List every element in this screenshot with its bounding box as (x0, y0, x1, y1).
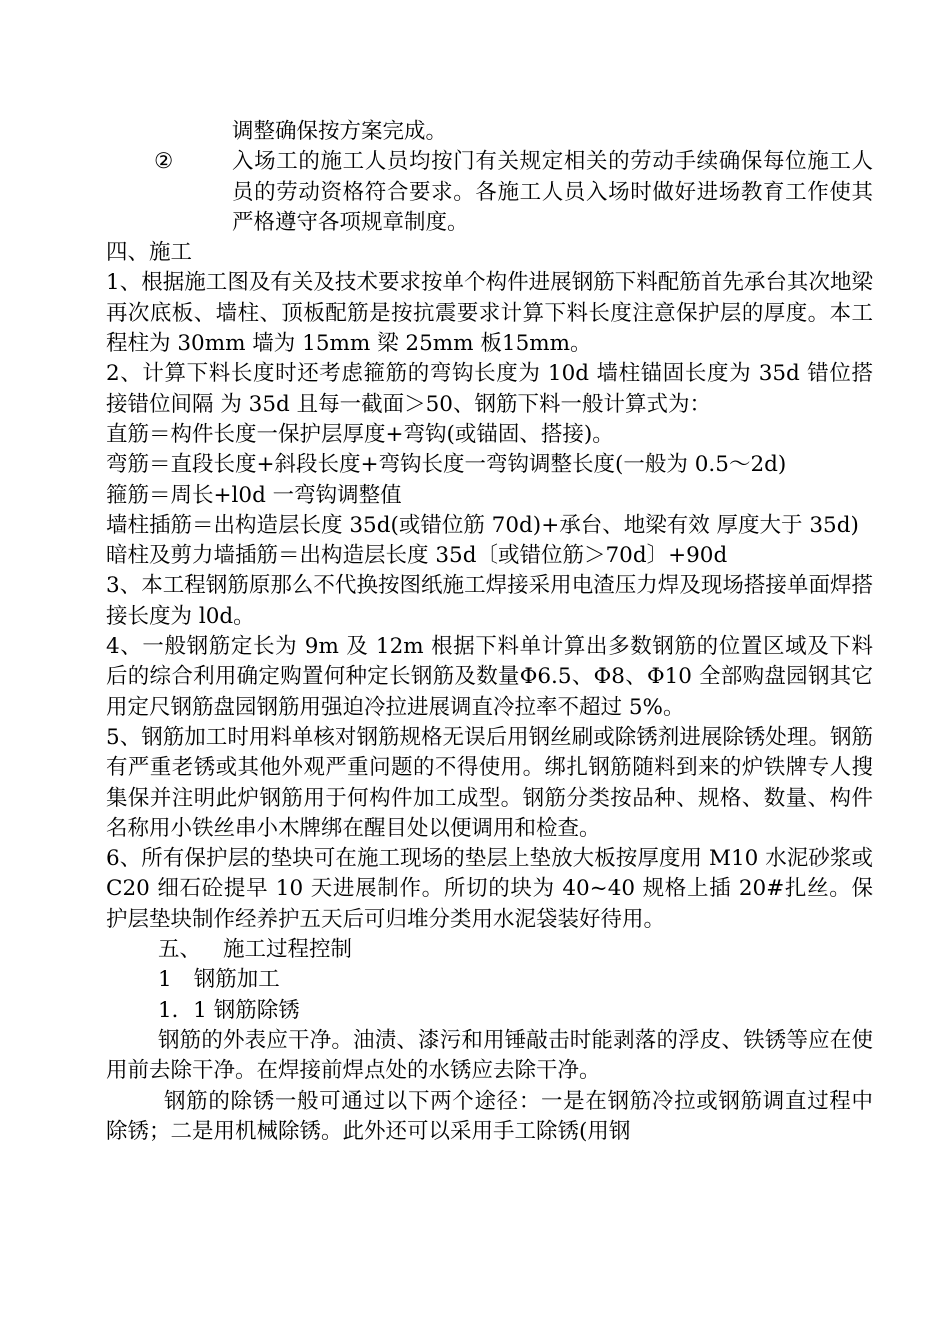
list-marker: ② (154, 149, 174, 175)
formula-hidden-column-dowel: 暗柱及剪力墙插筋＝出构造层长度 35d〔或错位筋＞70d〕+90d (106, 543, 728, 569)
section-4-paragraph-4: 4、一般钢筋定长为 9m 及 12m 根据下料单计算出多数钢筋的位置区域及下料后的综合利用确定购置何种定长钢筋及数量Φ6.5、Φ8、Φ10 全部购盘园钢其它用定尺钢筋盘园钢筋用强迫冷拉进展调直冷拉率不超过 5%。 (106, 634, 873, 720)
section-4-paragraph-3: 3、本工程钢筋原那么不代换按图纸施工焊接采用电渣压力焊及现场搭接单面焊搭接长度为 l0d。 (106, 573, 873, 629)
subsection-1-title: 钢筋加工 (193, 967, 280, 993)
list-item-2 (106, 147, 873, 238)
list-item-text: 入场工的施工人员均按门有关规定相关的劳动手续确保每位施工人员的劳动资格符合要求。各施工人员入场时做好进场教育工作使其严格遵守各项规章制度。 (232, 149, 873, 235)
subsection-1-heading (106, 965, 873, 995)
section-4-paragraph-5: 5、钢筋加工时用料单核对钢筋规格无误后用钢丝刷或除锈剂进展除锈处理。钢筋有严重老锈或其他外观严重问题的不得使用。绑扎钢筋随料到来的炉铁牌专人搜集保并注明此炉钢筋用于何构件加工成型。钢筋分类按品种、规格、数量、构件名称用小铁丝串小木牌绑在醒目处以便调用和检查。 (106, 724, 873, 841)
formula-wall-column-dowel: 墙柱插筋＝出构造层长度 35d(或错位筋 70d)+承台、地梁有效 厚度大于 35d) (106, 512, 859, 538)
document-page (106, 117, 873, 1147)
formula-bent-bar: 弯筋＝直段长度+斜段长度+弯钩长度一弯钩调整长度(一般为 0.5～2d) (106, 452, 787, 478)
subsection-1-number: 1 (158, 967, 172, 993)
formula-stirrup: 箍筋＝周长+l0d 一弯钩调整值 (106, 482, 402, 508)
section-4-paragraph-2: 2、计算下料长度时还考虑箍筋的弯钩长度为 10d 墙柱锚固长度为 35d 错位搭接错位间隔 为 35d 且每一截面＞50、钢筋下料一般计算式为： (106, 361, 873, 417)
rust-removal-paragraph-2: 钢筋的除锈一般可通过以下两个途径：一是在钢筋冷拉或钢筋调直过程中除锈；二是用机械除锈。此外还可以采用手工除锈(用钢 (106, 1088, 873, 1144)
section-5-heading (106, 935, 873, 965)
section-5-number: 五、 (158, 937, 202, 963)
section-4-paragraph-1: 1、根据施工图及有关及技术要求按单个构件进展钢筋下料配筋首先承台其次地梁再次底板、墙柱、顶板配筋是按抗震要求计算下料长度注意保护层的厚度。本工程柱为 30mm 墙为 15mm 梁 25mm 板15mm。 (106, 270, 873, 357)
section-4-paragraph-6: 6、所有保护层的垫块可在施工现场的垫层上垫放大板按厚度用 M10 水泥砂浆或 C20 细石砼提早 10 天进展制作。所切的块为 40~40 规格上插 20#扎丝。保护层垫块制作经养护五天后可归堆分类用水泥袋装好待用。 (106, 846, 873, 932)
section-4-heading: 四、施工 (106, 240, 193, 266)
rust-removal-paragraph-1: 钢筋的外表应干净。油渍、漆污和用锤敲击时能剥落的浮皮、铁锈等应在使用前去除干净。在焊接前焊点处的水锈应去除干净。 (106, 1027, 873, 1084)
formula-straight-bar: 直筋＝构件长度一保护层厚度+弯钩(或锚固、搭接)。 (106, 421, 614, 447)
subsection-1-1-heading: 1．1 钢筋除锈 (158, 997, 300, 1023)
list-continuation: 调整确保按方案完成。 (232, 119, 448, 144)
section-5-title: 施工过程控制 (223, 937, 353, 963)
